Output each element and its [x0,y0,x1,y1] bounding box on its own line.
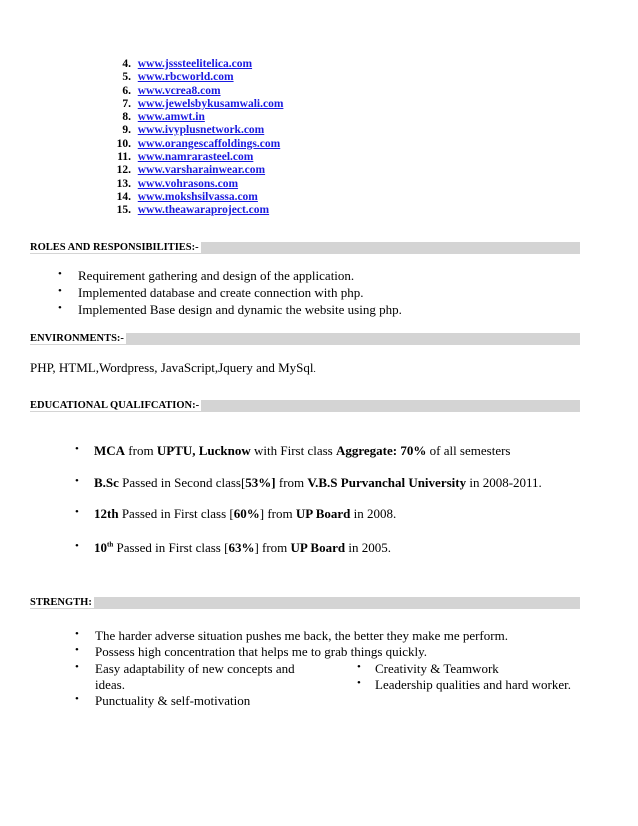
website-link[interactable]: www.orangescaffoldings.com [137,137,281,150]
strength-heading: STRENGTH: [30,597,92,608]
website-link[interactable]: www.jewelsbykusamwali.com [137,97,284,110]
list-number: 11. [117,151,131,164]
link-list-item [108,98,283,111]
link-list-item [108,204,283,217]
link-list-item [108,85,283,98]
list-number: 13. [116,177,131,190]
link-list-item [108,71,283,84]
website-link[interactable]: www.amwt.in [137,111,205,124]
link-list-item [108,111,283,124]
list-number: 6. [122,84,131,97]
website-link[interactable]: www.vohrasons.com [137,177,239,190]
roles-heading: ROLES AND RESPONSIBILITIES:- [30,242,199,253]
environments-heading: ENVIRONMENTS:- [30,333,124,344]
strength-section-header [30,597,580,609]
list-item: Creativity & Teamwork [375,661,499,676]
list-number: 4. [122,58,131,70]
website-link[interactable]: www.ivyplusnetwork.com [137,124,265,137]
education-section-header [30,400,580,412]
list-number: 15. [116,204,131,217]
link-list-item [108,164,283,177]
education-heading: EDUCATIONAL QUALIFCATION:- [30,400,200,411]
website-link[interactable]: www.theawaraproject.com [137,204,270,217]
website-link[interactable]: www.jsssteelitelica.com [137,58,253,70]
list-item: Leadership qualities and hard worker. [375,677,572,692]
website-link[interactable]: www.varsharainwear.com [137,164,266,177]
website-link[interactable]: www.namrarasteel.com [137,151,254,164]
link-list-item [108,138,283,151]
list-item: Punctuality & self-motivation [95,693,251,708]
link-list-item [108,178,283,191]
link-list-item [108,58,283,71]
list-number: 14. [116,190,131,203]
website-link[interactable]: www.vcrea8.com [137,84,221,97]
website-link[interactable]: www.rbcworld.com [137,71,234,84]
list-number: 7. [122,97,131,110]
link-list-item [108,151,283,164]
list-number: 10. [116,137,131,150]
link-list-item [108,124,283,137]
list-number: 12. [116,164,131,177]
roles-section-header [30,242,580,254]
website-list [108,58,283,218]
list-item: Easy adaptability of new concepts and [95,661,295,676]
environments-section-header [30,333,580,345]
environments-text: PHP, HTML,Wordpress, JavaScript,Jquery and MySql. [30,360,316,375]
link-list-item [108,191,283,204]
list-number: 8. [122,111,131,124]
website-link[interactable]: www.mokshsilvassa.com [137,190,258,203]
list-number: 5. [122,71,131,84]
list-number: 9. [122,124,131,137]
